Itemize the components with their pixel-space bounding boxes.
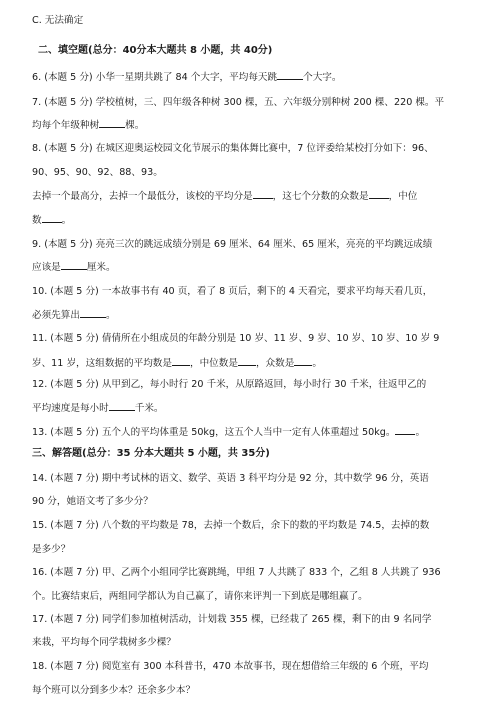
question-17-line-2: 来栽，平均每个同学栽树多少棵？ (32, 637, 176, 648)
question-12-line-1: 12. (本题 5 分) 从甲到乙，每小时行 20 千米，从原路返回，每小时行 30 千米，往返甲乙的 (32, 379, 427, 390)
question-8-line-3: 去掉一个最高分，去掉一个最低分，该校的平均分是 ，这七个分数的众数是 ，中位 (32, 191, 418, 202)
section-solve-heading: 三、解答题(总分：35 分本大题共 5 小题，共 35分) (32, 448, 270, 459)
question-14-line-1: 14. (本题 7 分) 期中考试林的语文、数学、英语 3 科平均分是 92 分，其中数学 96 分，英语 (32, 473, 429, 484)
question-9-line-1: 9. (本题 5 分) 亮亮三次的跳远成绩分别是 69 厘米、64 厘米、65 厘米，亮亮的平均跳远成绩 (32, 239, 433, 250)
question-13: 13. (本题 5 分) 五个人的平均体重是 50kg，这五个人当中一定有人体重超过 50kg。 。 (32, 427, 426, 438)
question-12-line-2: 平均速度是每小时 千米。 (32, 403, 164, 414)
question-7-line-2: 均每个年级种树 棵。 (32, 120, 145, 131)
answer-blank[interactable] (294, 356, 312, 366)
question-16-line-1: 16. (本题 7 分) 甲、乙两个小组同学比赛跳绳，甲组 7 人共跳了 833 个，乙组 8 人共跳了 936 (32, 567, 441, 578)
question-8-line-2: 90、95、90、92、88、93。 (32, 167, 163, 178)
question-8-line-4: 数 。 (32, 215, 72, 226)
answer-blank[interactable] (238, 356, 256, 366)
option-c: C. 无法确定 (32, 15, 84, 26)
question-16-line-2: 个。比赛结束后，两组同学都认为自己赢了，请你来评判一下到底是哪组赢了。 (32, 591, 368, 602)
question-9-line-2: 应该是 厘米。 (32, 262, 116, 273)
answer-blank[interactable] (277, 70, 303, 80)
answer-blank[interactable] (99, 118, 125, 128)
question-11-line-2: 岁、11 岁，这组数据的平均数是 ，中位数是 ，众数是 。 (32, 358, 322, 369)
question-10-line-2: 必须先算出 。 (32, 310, 116, 321)
answer-blank[interactable] (109, 401, 135, 411)
question-18-line-2: 每个班可以分到多少本？还余多少本？ (32, 685, 196, 696)
question-18-line-1: 18. (本题 7 分) 阅览室有 300 本科普书，470 本故事书，现在想借给三年级的 6 个班，平均 (32, 661, 429, 672)
answer-blank[interactable] (80, 308, 106, 318)
question-14-line-2: 90 分，她语文考了多少分？ (32, 496, 153, 507)
question-11-line-1: 11. (本题 5 分) 倩倩所在小组成员的年龄分别是 10 岁、11 岁、9 岁、10 岁、10 岁、10 岁 9 (32, 333, 440, 344)
question-10-line-1: 10. (本题 5 分) 一本故事书有 40 页，看了 8 页后，剩下的 4 天看完，要求平均每天看几页， (32, 286, 433, 297)
question-15-line-1: 15. (本题 7 分) 八个数的平均数是 78，去掉一个数后，余下的数的平均数是 74.5，去掉的数 (32, 520, 430, 531)
answer-blank[interactable] (172, 356, 190, 366)
section-fill-in-heading: 二、填空题(总分：40分本大题共 8 小题，共 40分) (38, 45, 273, 56)
answer-blank[interactable] (253, 189, 273, 199)
question-17-line-1: 17. (本题 7 分) 同学们参加植树活动，计划栽 355 棵，已经栽了 265 棵，剩下的由 9 名同学 (32, 614, 432, 625)
answer-blank[interactable] (395, 425, 415, 435)
question-6: 6. (本题 5 分) 小华一星期共跳了 84 个大字，平均每天跳 个大字。 (32, 72, 342, 83)
question-7-line-1: 7. (本题 5 分) 学校植树，三、四年级各种树 300 棵，五、六年级分别种树 200 棵、220 棵。平 (32, 97, 445, 108)
answer-blank[interactable] (61, 260, 87, 270)
question-8-line-1: 8. (本题 5 分) 在城区迎奥运校园文化节展示的集体舞比赛中，7 位评委给某校打分如下：96、 (32, 143, 434, 154)
answer-blank[interactable] (369, 189, 389, 199)
answer-blank[interactable] (42, 213, 62, 223)
question-15-line-2: 是多少？ (32, 544, 71, 555)
